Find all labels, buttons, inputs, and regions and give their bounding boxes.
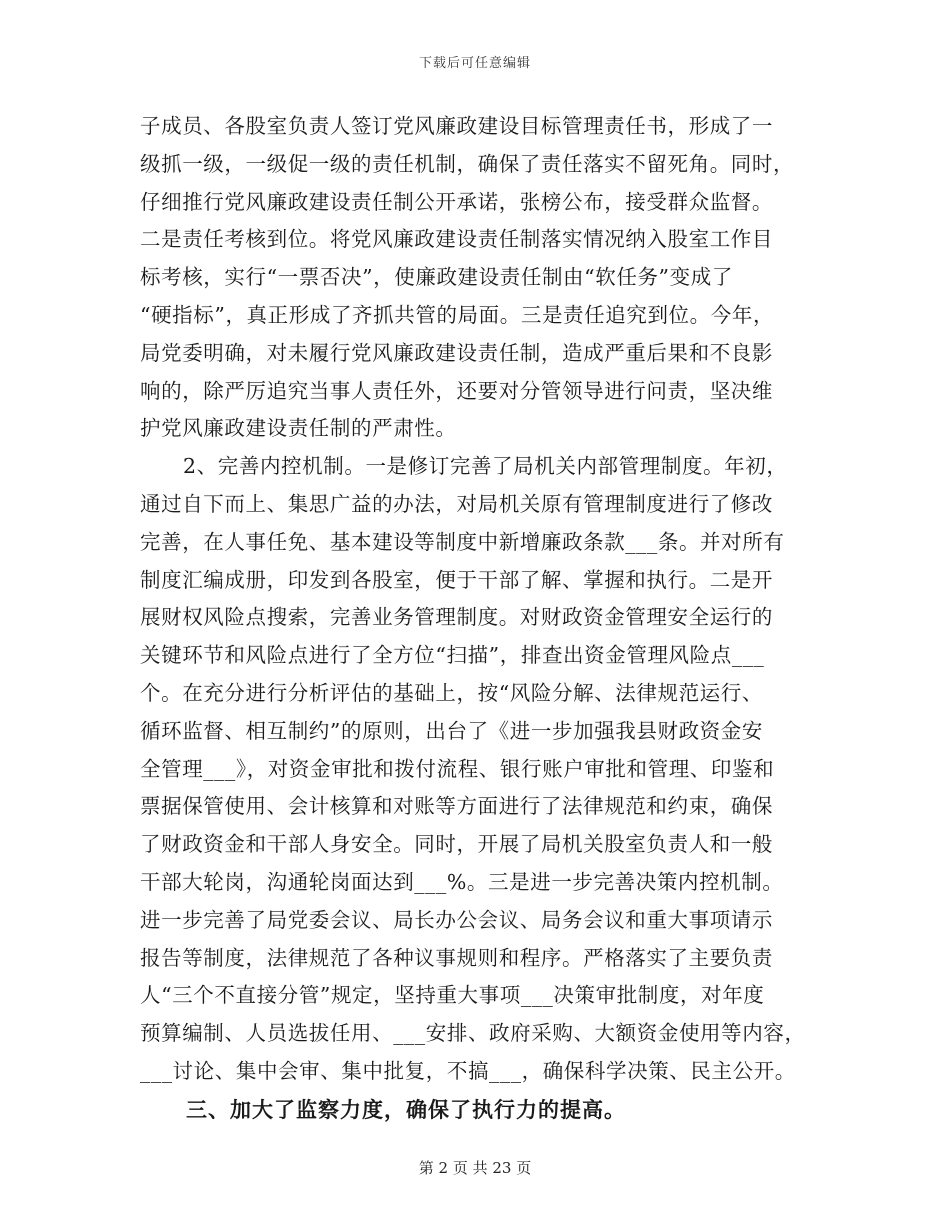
paragraph-line: 级抓一级，一级促一级的责任机制，确保了责任落实不留死角。同时，	[140, 151, 795, 176]
paragraph-line: 循环监督、相互制约”的原则，出台了《进一步加强我县财政资金安	[140, 718, 763, 743]
paragraph-line: 个。在充分进行分析评估的基础上，按“风险分解、法律规范运行、	[140, 680, 763, 705]
paragraph-line: 护党风廉政建设责任制的严肃性。	[140, 416, 457, 441]
paragraph-line: 二是责任考核到位。将党风廉政建设责任制落实情况纳入股室工作目	[140, 227, 773, 252]
paragraph-line: 仔细推行党风廉政建设责任制公开承诺，张榜公布，接受群众监督。	[140, 189, 773, 214]
paragraph-line: 预算编制、人员选拔任用、___安排、政府采购、大额资金使用等内容，	[140, 1021, 806, 1046]
paragraph-line: 全管理___》，对资金审批和拨付流程、银行账户审批和管理、印鉴和	[140, 756, 775, 781]
paragraph-line: “硬指标”，真正形成了齐抓共管的局面。三是责任追究到位。今年，	[140, 302, 775, 327]
paragraph-line: 展财权风险点搜索，完善业务管理制度。对财政资金管理安全运行的	[140, 605, 773, 630]
page-number: 第 2 页 共 23 页	[418, 1159, 532, 1177]
page-header: 下载后可任意编辑	[418, 56, 531, 71]
paragraph-line: 人“三个不直接分管”规定，坚持重大事项___决策审批制度，对年度	[140, 983, 765, 1008]
paragraph-line: 子成员、各股室负责人签订党风廉政建设目标管理责任书，形成了一	[140, 114, 773, 138]
paragraph-line: 完善，在人事任免、基本建设等制度中新增廉政条款___条。并对所有	[140, 529, 785, 554]
paragraph-line: 局党委明确，对未履行党风廉政建设责任制，造成严重后果和不良影	[140, 340, 773, 365]
document-body	[140, 108, 830, 1129]
paragraph-line: 关键环节和风险点进行了全方位“扫描”，排查出资金管理风险点___	[140, 643, 765, 668]
paragraph-line: 响的，除严厉追究当事人责任外，还要对分管领导进行问责，坚决维	[140, 378, 773, 403]
paragraph-line: 票据保管使用、会计核算和对账等方面进行了法律规范和约束，确保	[140, 794, 773, 819]
paragraph-line: 通过自下而上、集思广益的办法，对局机关原有管理制度进行了修改	[140, 491, 773, 516]
section-heading: 三、加大了监察力度，确保了执行力的提高。	[186, 1096, 626, 1122]
paragraph-line: 报告等制度，法律规范了各种议事规则和程序。严格落实了主要负责	[140, 945, 773, 970]
paragraph-line: 制度汇编成册，印发到各股室，便于干部了解、掌握和执行。二是开	[140, 567, 773, 592]
paragraph-line: 2、完善内控机制。一是修订完善了局机关内部管理制度。年初，	[183, 454, 788, 479]
paragraph-line: 了财政资金和干部人身安全。同时，开展了局机关股室负责人和一般	[140, 832, 773, 857]
paragraph-line: 干部大轮岗，沟通轮岗面达到___%。三是进一步完善决策内控机制。	[140, 869, 784, 894]
paragraph-line: 标考核，实行“一票否决”，使廉政建设责任制由“软任务”变成了	[140, 265, 733, 290]
paragraph-line: 进一步完善了局党委会议、局长办公会议、局务会议和重大事项请示	[140, 907, 773, 932]
paragraph-line: ___讨论、集中会审、集中批复，不搞___，确保科学决策、民主公开。	[140, 1058, 796, 1083]
